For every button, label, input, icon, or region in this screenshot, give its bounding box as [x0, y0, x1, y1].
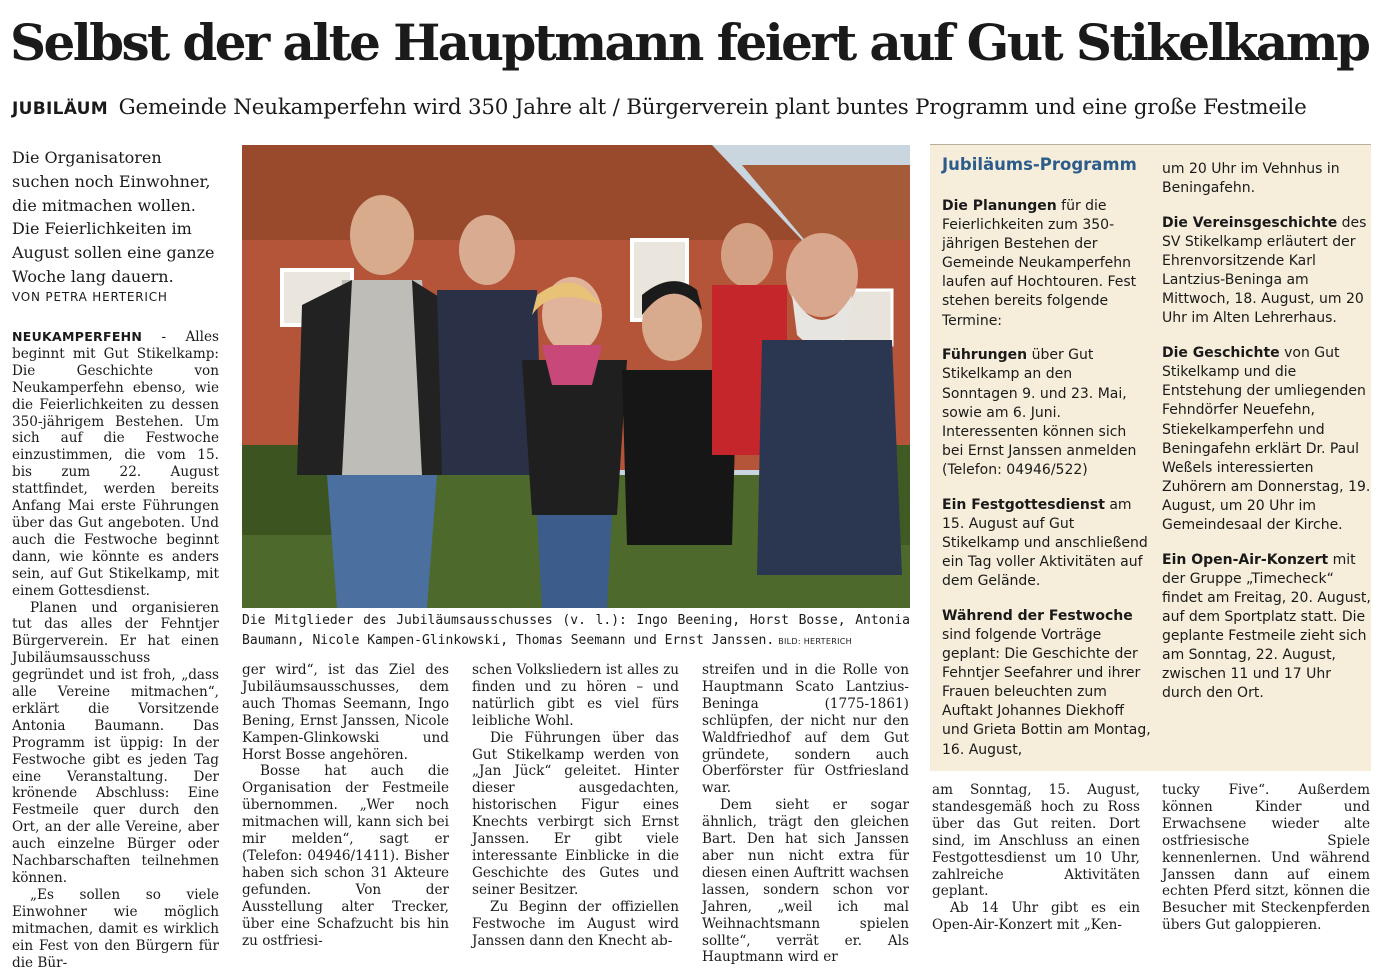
article-byline: VON PETRA HERTERICH [12, 290, 168, 304]
article-intro [12, 146, 222, 289]
sidebar-entry-lead: Die Vereinsgeschichte [1162, 214, 1338, 231]
article-paragraph: „Es sollen so viele Einwohner wie möglich mitmachen, damit es wirklich ein Fest von den Bürgern für die Bür- [12, 886, 219, 971]
sidebar-entry-text: am 15. August auf Gut Stikelkamp und anschließend ein Tag voller Aktivitäten auf dem Gelände. [942, 496, 1148, 590]
lead-paragraph-text: - Alles beginnt mit Gut Stikelkamp: Die Geschichte von Neukamperfehn ebenso, wie die Feierlichkeiten zu dessen 350-jährigem Bestehen. Um sich auf die Festwoche einzustimmen, die vom 15. bis zum 22. August stattfindet, werden bereits Anfang Mai erste Führungen über das Gut angeboten. Und auch die Festwoche beginnt dann, wie könnte es anders sein, auf Gut Stikelkamp, mit einem Gottesdienst. [12, 329, 219, 599]
sidebar-entry-text: um 20 Uhr im Vehnhus in Beningafehn. [1162, 161, 1340, 197]
article-paragraph: streifen und in die Rolle von Hauptmann Scato Lantzius-Beninga (1775-1861) schlüpfen, der nicht nur den Waldfriedhof auf dem Gut gründete, sondern auch Oberförster für Ostfriesland war. [702, 662, 909, 797]
article-column-3 [472, 662, 679, 949]
photo-credit: BILD: HERTERICH [778, 637, 852, 646]
sidebar-title: Jubiläums-Programm [942, 155, 1137, 174]
article-paragraph: Ab 14 Uhr gibt es ein Open-Air-Konzert mit „Ken- [932, 900, 1140, 934]
sidebar-entry-text: sind folgende Vorträge geplant: Die Geschichte der Fehntjer Seefahrer und ihrer Frauen beleuchten zum Auftakt Johannes Diekhoff und Grieta Bottin am Montag, 16. August, [942, 626, 1151, 758]
article-paragraph: Die Führungen über das Gut Stikelkamp werden von „Jan Jück“ geleitet. Hinter dieser ausgedachten, historischen Figur eines Knechts verbirgt sich Ernst Janssen. Er gibt viele interessante Einblicke in die Geschichte des Gutes und seiner Besitzer. [472, 729, 679, 898]
sidebar-entry-lead: Die Geschichte [1162, 345, 1280, 362]
dateline: NEUKAMPERFEHN [12, 329, 143, 344]
article-column-4 [702, 662, 909, 966]
article-paragraph: schen Volksliedern ist alles zu finden und zu hören – und natürlich gibt es viel fürs leibliche Wohl. [472, 662, 680, 729]
caption-text: Die Mitglieder des Jubiläumsausschusses (v. l.): Ingo Beening, Horst Bosse, Antonia Baumann, Nicole Kampen-Glinkowski, Thomas Seemann und Ernst Janssen. [242, 613, 910, 648]
sidebar-entry [942, 496, 1152, 591]
group-photo-illustration [242, 145, 910, 608]
sidebar-entry [942, 197, 1152, 331]
article-paragraph [12, 329, 219, 600]
sidebar-entry-lead: Während der Festwoche [942, 607, 1133, 624]
sidebar-entry [942, 607, 1152, 760]
sidebar-entry-text: des SV Stikelkamp erläutert der Ehrenvorsitzende Karl Lantzius-Beninga am Mittwoch, 18. August, um 20 Uhr im Alten Lehrerhaus. [1162, 214, 1367, 327]
sidebar-entry-lead: Die Planungen [942, 198, 1057, 214]
article-paragraph: Bosse hat auch die Organisation der Festmeile übernommen. „Wer noch mitmachen will, kann sich bei mir melden“, sagt er (Telefon: 04946/1411). Bisher haben sich schon 31 Akteure gefunden. Von der Ausstellung alter Trecker, über eine Schafzucht bis hin zu ostfriesi- [242, 763, 449, 949]
sidebar-entry [942, 346, 1152, 480]
sidebar-column-2 [1162, 160, 1372, 719]
sidebar-entry-text: für die Feierlichkeiten zum 350-jährigen Bestehen der Gemeinde Neukamperfehn laufen auf Hochtouren. Fest stehen bereits folgende Termine: [942, 198, 1137, 329]
article-paragraph: Zu Beginn der offiziellen Festwoche im August wird Janssen dann den Knecht ab- [472, 898, 679, 949]
article-column-5 [932, 782, 1140, 934]
article-paragraph: Dem sieht er sogar ähnlich, trägt den gleichen Bart. Den hat sich Janssen aber nun nicht extra für diesen einen Auftritt wachsen lassen, sondern schon vor Jahren, „weil ich mal Weihnachtsmann spielen sollte“, verrät er. Als Hauptmann wird er [702, 797, 909, 966]
sidebar-column-1 [942, 197, 1152, 775]
article-column-1 [12, 329, 219, 971]
article-column-6 [1162, 782, 1370, 934]
article-paragraph: am Sonntag, 15. August, standesgemäß hoch zu Ross über das Gut reiten. Dort sind, im Anschluss an einen Festgottesdienst um 10 Uhr, zahlreiche Aktivitäten geplant. [932, 782, 1140, 900]
article-paragraph: Planen und organisieren tut das alles der Fehntjer Bürgerverein. Er hat einen Jubiläumsausschuss gegründet und ist froh, „dass alle Vereine mitmachen“, erklärt die Vorsitzende Antonia Baumann. Das Programm ist üppig: In der Festwoche gibt es jeden Tag eine Veranstaltung. Der krönende Abschluss: Eine Festmeile quer durch den Ort, an der alle Vereine, aber auch einzelne Bürger oder Nachbarschaften teilnehmen können. [12, 599, 219, 886]
group-photo [242, 145, 910, 608]
program-sidebar-box [930, 144, 1371, 771]
sidebar-entry-text: über Gut Stikelkamp an den Sonntagen 9. und 23. Mai, sowie am 6. Juni. Interessenten können sich bei Ernst Janssen anmelden (Telefon: 04946/522) [942, 347, 1137, 478]
sidebar-entry [1162, 344, 1372, 535]
sidebar-entry [1162, 214, 1372, 329]
article-subheadline-line [12, 92, 1397, 125]
photo-caption [242, 611, 910, 652]
intro-text: Die Organisatoren suchen noch Einwohner, die mitmachen wollen. Die Feierlichkeiten im August sollen eine ganze Woche lang dauern. [12, 148, 215, 286]
sidebar-entry [1162, 160, 1372, 198]
sidebar-entry-text: mit der Gruppe „Timecheck“ findet am Freitag, 20. August, auf dem Sportplatz statt. Die geplante Festmeile zieht sich am Sonntag, 22. August, zwischen 11 und 17 Uhr durch den Ort. [1162, 551, 1371, 702]
sidebar-entry-text: von Gut Stikelkamp und die Entstehung der umliegenden Fehndörfer Neuefehn, Stiekelkamperfehn und Beningafehn erklärt Dr. Paul Weßels interessierten Zuhörern am Donnerstag, 19. August, um 20 Uhr im Gemeindesaal der Kirche. [1162, 345, 1371, 533]
article-paragraph: ger wird“, ist das Ziel des Jubiläumsausschusses, dem auch Thomas Seemann, Ingo Bening, Ernst Janssen, Nicole Kampen-Glinkowski und Horst Bosse angehören. [242, 662, 449, 763]
article-paragraph: tucky Five“. Außerdem können Kinder und Erwachsene wieder alte ostfriesische Spiele kennenlernen. Und während Janssen dann auf einem echten Pferd sitzt, können die Besucher mit Steckenpferden übers Gut galoppieren. [1162, 782, 1370, 934]
article-column-2 [242, 662, 449, 949]
article-headline: Selbst der alte Hauptmann feiert auf Gut Stikelkamp [10, 13, 1369, 72]
sidebar-entry-lead: Ein Open-Air-Konzert [1162, 551, 1329, 568]
sidebar-entry-lead: Ein Festgottesdienst [942, 496, 1105, 513]
sidebar-entry-lead: Führungen [942, 347, 1028, 364]
article-subheadline: Gemeinde Neukamperfehn wird 350 Jahre alt / Bürgerverein plant buntes Programm und eine große Festmeile [118, 95, 1307, 120]
sidebar-entry [1162, 551, 1372, 704]
topic-kicker: JUBILÄUM [12, 99, 108, 119]
